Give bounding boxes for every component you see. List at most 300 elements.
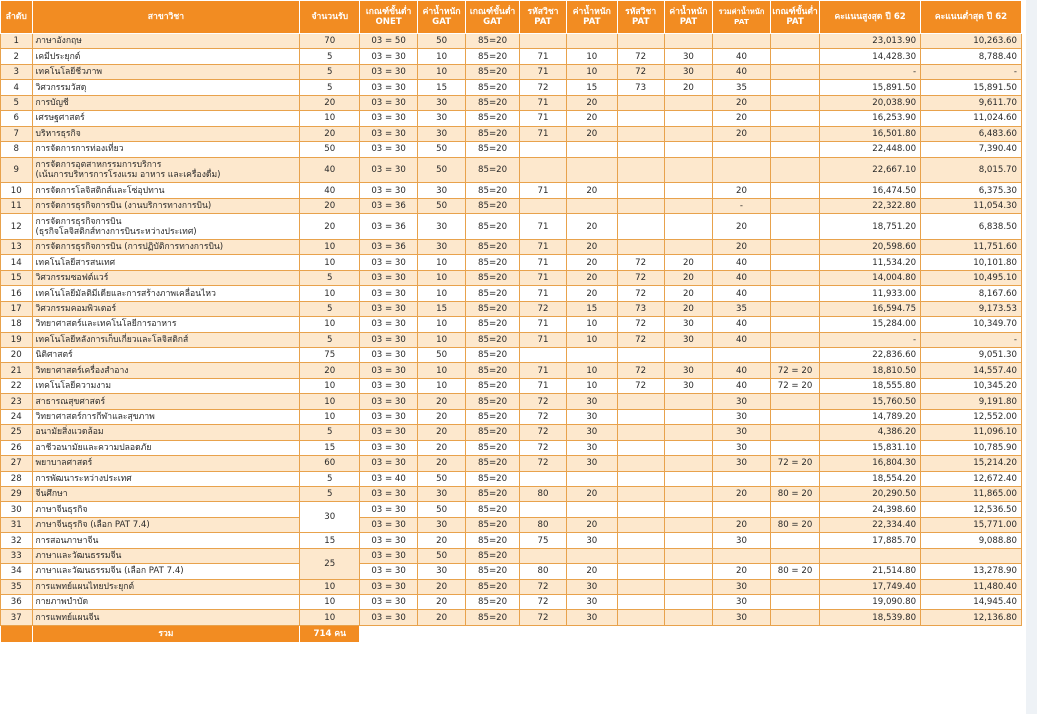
pat2-code-cell [617,548,664,563]
row-number: 20 [1,348,33,363]
pat1-code-cell: 72 [519,579,566,594]
min-score-62-cell: 8,167.60 [921,286,1022,301]
pat1-weight-cell [567,348,617,363]
pat1-code-cell: 71 [519,255,566,270]
row-number: 15 [1,270,33,285]
min-score-62-cell: 11,024.60 [921,111,1022,126]
table-row [1,610,1022,625]
major-name: อนามัยสิ่งแวดล้อม [32,425,300,440]
seats-cell: 10 [300,111,360,126]
max-score-62-cell: 15,284.00 [820,317,921,332]
header-pat2-code-l1: รหัสวิชา [625,6,657,17]
header-pat1-code-l2: PAT [534,17,552,27]
min-score-62-cell: 15,214.20 [921,456,1022,471]
pat2-code-cell [617,239,664,254]
pat2-code-cell [617,409,664,424]
gat-min-cell: 85=20 [466,502,520,517]
pat-sum-cell: 40 [713,255,771,270]
max-score-62-cell: 22,836.60 [820,348,921,363]
pat1-weight-cell: 30 [567,533,617,548]
max-score-62-cell: 14,004.80 [820,270,921,285]
gat-weight-cell: 50 [417,198,465,213]
gat-min-cell: 85=20 [466,95,520,110]
header-onet-min [360,1,418,34]
table-row [1,111,1022,126]
pat2-weight-cell [664,214,712,240]
pat-sum-cell: 20 [713,239,771,254]
major-name: จีนศึกษา [32,486,300,501]
pat2-weight-cell [664,348,712,363]
pat-sum-cell: 40 [713,317,771,332]
pat1-code-cell: 80 [519,564,566,579]
onet-min-cell: 03 = 30 [360,440,418,455]
seats-cell: 15 [300,440,360,455]
major-name: พยาบาลศาสตร์ [32,456,300,471]
max-score-62-cell: 15,760.50 [820,394,921,409]
gat-min-cell: 85=20 [466,595,520,610]
pat-min-cell [770,286,819,301]
pat1-weight-cell: 20 [567,95,617,110]
header-gat-weight-l2: GAT [432,17,452,27]
major-name: วิทยาศาสตร์และเทคโนโลยีการอาหาร [32,317,300,332]
onet-min-cell: 03 = 30 [360,533,418,548]
pat-min-cell [770,111,819,126]
pat2-code-cell [617,533,664,548]
pat1-code-cell: 71 [519,239,566,254]
pat-sum-cell: - [713,198,771,213]
pat1-code-cell [519,157,566,183]
header-max-62: คะแนนสูงสุด ปี 62 [820,1,921,34]
gat-min-cell: 85=20 [466,198,520,213]
gat-weight-cell: 20 [417,440,465,455]
pat2-code-cell [617,157,664,183]
header-pat1-weight [567,1,617,34]
gat-weight-cell: 30 [417,126,465,141]
seats-cell: 5 [300,270,360,285]
onet-min-cell: 03 = 30 [360,95,418,110]
max-score-62-cell: 17,885.70 [820,533,921,548]
onet-min-cell: 03 = 30 [360,378,418,393]
row-number: 30 [1,502,33,517]
pat1-code-cell: 72 [519,80,566,95]
pat-min-cell [770,579,819,594]
gat-min-cell: 85=20 [466,378,520,393]
onet-min-cell: 03 = 30 [360,517,418,532]
pat2-weight-cell [664,157,712,183]
gat-min-cell: 85=20 [466,157,520,183]
pat2-code-cell [617,595,664,610]
header-major: สาขาวิชา [32,1,300,34]
major-name: ภาษาและวัฒนธรรมจีน [32,548,300,563]
pat1-code-cell [519,471,566,486]
header-pat1-code [519,1,566,34]
seats-cell: 5 [300,425,360,440]
header-pat2-weight-l2: PAT [679,17,698,27]
min-score-62-cell: 6,375.30 [921,183,1022,198]
seats-cell: 60 [300,456,360,471]
header-pat2-weight [664,1,712,34]
pat2-code-cell: 72 [617,317,664,332]
pat2-weight-cell [664,111,712,126]
gat-min-cell: 85=20 [466,34,520,49]
major-name: เศรษฐศาสตร์ [32,111,300,126]
pat2-code-cell [617,517,664,532]
seats-cell: 5 [300,301,360,316]
pat-sum-cell: 40 [713,64,771,79]
seats-cell: 5 [300,486,360,501]
gat-min-cell: 85=20 [466,183,520,198]
seats-cell: 25 [300,548,360,579]
pat1-code-cell: 72 [519,456,566,471]
table-row [1,214,1022,240]
pat2-code-cell [617,579,664,594]
pat1-weight-cell: 15 [567,80,617,95]
major-name: การจัดการโลจิสติกส์และโซ่อุปทาน [32,183,300,198]
pat-sum-cell: 40 [713,270,771,285]
pat2-code-cell: 73 [617,301,664,316]
seats-cell: 10 [300,378,360,393]
total-value: 714 คน [300,625,360,642]
gat-weight-cell: 50 [417,142,465,157]
pat2-weight-cell: 30 [664,332,712,347]
gat-min-cell: 85=20 [466,456,520,471]
table-row [1,502,1022,517]
table-row [1,332,1022,347]
table-header-row [1,1,1022,34]
pat1-code-cell: 71 [519,286,566,301]
table-row [1,34,1022,49]
major-name: ภาษาและวัฒนธรรมจีน (เลือก PAT 7.4) [32,564,300,579]
max-score-62-cell: 20,290.50 [820,486,921,501]
max-score-62-cell: 18,751.20 [820,214,921,240]
pat-sum-cell: 20 [713,564,771,579]
pat1-code-cell [519,142,566,157]
seats-cell: 10 [300,579,360,594]
max-score-62-cell: 18,554.20 [820,471,921,486]
table-row [1,348,1022,363]
pat1-code-cell: 72 [519,595,566,610]
pat1-weight-cell: 30 [567,579,617,594]
gat-weight-cell: 50 [417,34,465,49]
min-score-62-cell: 9,173.53 [921,301,1022,316]
pat-min-cell [770,471,819,486]
seats-cell: 5 [300,64,360,79]
pat1-weight-cell: 20 [567,183,617,198]
max-score-62-cell: 16,594.75 [820,301,921,316]
pat2-weight-cell: 30 [664,49,712,64]
pat1-code-cell: 72 [519,610,566,625]
pat2-weight-cell [664,142,712,157]
gat-min-cell: 85=20 [466,286,520,301]
onet-min-cell: 03 = 30 [360,49,418,64]
pat-min-cell: 72 = 20 [770,456,819,471]
row-number: 9 [1,157,33,183]
row-number: 18 [1,317,33,332]
min-score-62-cell: 11,751.60 [921,239,1022,254]
pat2-weight-cell [664,471,712,486]
max-score-62-cell: 18,555.80 [820,378,921,393]
seats-cell: 20 [300,198,360,213]
max-score-62-cell: 18,539.80 [820,610,921,625]
onet-min-cell: 03 = 30 [360,332,418,347]
pat1-weight-cell: 30 [567,394,617,409]
gat-min-cell: 85=20 [466,64,520,79]
pat1-code-cell: 72 [519,409,566,424]
pat-min-cell [770,80,819,95]
pat2-code-cell [617,183,664,198]
table-row [1,64,1022,79]
pat-sum-cell: 35 [713,301,771,316]
gat-weight-cell: 30 [417,239,465,254]
total-row [1,625,1022,642]
min-score-62-cell [921,548,1022,563]
pat1-weight-cell: 10 [567,64,617,79]
pat1-weight-cell: 10 [567,363,617,378]
major-name: การสอนภาษาจีน [32,533,300,548]
max-score-62-cell: 14,789.20 [820,409,921,424]
pat1-code-cell [519,348,566,363]
pat1-weight-cell [567,142,617,157]
table-row [1,456,1022,471]
gat-min-cell: 85=20 [466,111,520,126]
row-number: 25 [1,425,33,440]
onet-min-cell: 03 = 30 [360,286,418,301]
max-score-62-cell: 22,334.40 [820,517,921,532]
table-body [1,34,1022,626]
seats-cell: 40 [300,183,360,198]
pat1-weight-cell [567,157,617,183]
pat-sum-cell [713,548,771,563]
major-name: การแพทย์แผนจีน [32,610,300,625]
pat2-weight-cell [664,394,712,409]
max-score-62-cell: 24,398.60 [820,502,921,517]
table-row [1,126,1022,141]
pat1-weight-cell: 20 [567,214,617,240]
pat1-weight-cell: 10 [567,378,617,393]
gat-min-cell: 85=20 [466,142,520,157]
row-number: 19 [1,332,33,347]
gat-weight-cell: 10 [417,317,465,332]
pat1-weight-cell: 30 [567,425,617,440]
pat-sum-cell: 20 [713,214,771,240]
pat-sum-cell: 20 [713,486,771,501]
pat-sum-cell: 30 [713,440,771,455]
onet-min-cell: 03 = 36 [360,198,418,213]
pat-min-cell: 80 = 20 [770,517,819,532]
pat1-weight-cell: 30 [567,610,617,625]
pat1-code-cell: 72 [519,394,566,409]
gat-weight-cell: 50 [417,471,465,486]
pat-min-cell: 80 = 20 [770,486,819,501]
header-pat1-weight-l2: PAT [583,17,601,27]
table-row [1,394,1022,409]
row-number: 8 [1,142,33,157]
pat2-weight-cell: 20 [664,80,712,95]
gat-min-cell: 85=20 [466,239,520,254]
major-name: นิติศาสตร์ [32,348,300,363]
gat-min-cell: 85=20 [466,579,520,594]
onet-min-cell: 03 = 30 [360,348,418,363]
min-score-62-cell: 12,536.50 [921,502,1022,517]
min-score-62-cell: 12,136.80 [921,610,1022,625]
pat-sum-cell: 30 [713,394,771,409]
gat-min-cell: 85=20 [466,409,520,424]
max-score-62-cell: 16,253.90 [820,111,921,126]
gat-weight-cell: 20 [417,456,465,471]
gat-min-cell: 85=20 [466,317,520,332]
onet-min-cell: 03 = 30 [360,80,418,95]
onet-min-cell: 03 = 30 [360,255,418,270]
min-score-62-cell: 11,096.10 [921,425,1022,440]
min-score-62-cell: 9,191.80 [921,394,1022,409]
seats-cell: 15 [300,533,360,548]
row-number: 28 [1,471,33,486]
pat2-code-cell [617,425,664,440]
pat-sum-cell: 20 [713,126,771,141]
pat1-weight-cell: 30 [567,595,617,610]
pat1-weight-cell: 10 [567,317,617,332]
max-score-62-cell: 22,667.10 [820,157,921,183]
seats-cell: 10 [300,409,360,424]
table-row [1,157,1022,183]
pat2-weight-cell [664,486,712,501]
pat-sum-cell: 20 [713,517,771,532]
table-row [1,440,1022,455]
gat-min-cell: 85=20 [466,425,520,440]
pat1-weight-cell: 10 [567,332,617,347]
pat-min-cell [770,64,819,79]
row-number: 27 [1,456,33,471]
max-score-62-cell: - [820,64,921,79]
pat2-code-cell [617,456,664,471]
onet-min-cell: 03 = 30 [360,183,418,198]
min-score-62-cell: 15,771.00 [921,517,1022,532]
pat2-code-cell [617,610,664,625]
pat1-weight-cell: 20 [567,564,617,579]
major-name: อาชีวอนามัยและความปลอดภัย [32,440,300,455]
min-score-62-cell: 10,349.70 [921,317,1022,332]
pat-min-cell [770,183,819,198]
row-number: 26 [1,440,33,455]
major-name: บริหารธุรกิจ [32,126,300,141]
major-name: การจัดการธุรกิจการบิน (งานบริการทางการบิน) [32,198,300,213]
pat1-weight-cell [567,548,617,563]
max-score-62-cell: 19,090.80 [820,595,921,610]
pat2-weight-cell [664,409,712,424]
major-name: วิศวกรรมคอมพิวเตอร์ [32,301,300,316]
pat2-weight-cell [664,183,712,198]
pat-min-cell: 72 = 20 [770,363,819,378]
max-score-62-cell: - [820,332,921,347]
gat-min-cell: 85=20 [466,255,520,270]
gat-weight-cell: 30 [417,214,465,240]
pat-min-cell [770,332,819,347]
seats-cell: 10 [300,317,360,332]
row-number: 3 [1,64,33,79]
row-number: 14 [1,255,33,270]
major-name: ภาษาจีนธุรกิจ (เลือก PAT 7.4) [32,517,300,532]
table-row [1,80,1022,95]
gat-weight-cell: 10 [417,378,465,393]
max-score-62-cell: 23,013.90 [820,34,921,49]
pat-sum-cell: 40 [713,286,771,301]
pat2-code-cell [617,394,664,409]
table-row [1,239,1022,254]
major-name: การจัดการธุรกิจการบิน (การปฏิบัติการทางการบิน) [32,239,300,254]
pat2-code-cell [617,502,664,517]
pat2-code-cell: 72 [617,286,664,301]
pat-min-cell [770,255,819,270]
pat1-code-cell: 71 [519,270,566,285]
header-no: ลำดับ [1,1,33,34]
pat-sum-cell: 40 [713,332,771,347]
gat-weight-cell: 50 [417,157,465,183]
seats-cell: 40 [300,157,360,183]
pat2-weight-cell: 20 [664,255,712,270]
min-score-62-cell: 10,785.90 [921,440,1022,455]
table-row [1,486,1022,501]
pat2-weight-cell [664,425,712,440]
table-row [1,286,1022,301]
pat1-weight-cell [567,34,617,49]
pat-min-cell [770,157,819,183]
seats-cell: 30 [300,502,360,533]
pat1-code-cell: 80 [519,486,566,501]
min-score-62-cell: 10,263.60 [921,34,1022,49]
pat2-weight-cell [664,440,712,455]
gat-weight-cell: 10 [417,332,465,347]
pat1-code-cell: 71 [519,378,566,393]
pat-min-cell [770,409,819,424]
onet-min-cell: 03 = 30 [360,270,418,285]
min-score-62-cell: 13,278.90 [921,564,1022,579]
onet-min-cell: 03 = 30 [360,64,418,79]
pat1-code-cell: 71 [519,95,566,110]
max-score-62-cell: 11,933.00 [820,286,921,301]
onet-min-cell: 03 = 36 [360,214,418,240]
row-number: 22 [1,378,33,393]
header-gat-weight [417,1,465,34]
seats-cell: 10 [300,239,360,254]
table-row [1,270,1022,285]
pat-sum-cell [713,157,771,183]
pat-min-cell [770,239,819,254]
min-score-62-cell: 11,865.00 [921,486,1022,501]
min-score-62-cell: 14,557.40 [921,363,1022,378]
pat-min-cell [770,548,819,563]
gat-min-cell: 85=20 [466,126,520,141]
seats-cell: 5 [300,80,360,95]
pat2-weight-cell: 30 [664,317,712,332]
onet-min-cell: 03 = 30 [360,126,418,141]
max-score-62-cell: 22,322.80 [820,198,921,213]
pat1-weight-cell: 30 [567,440,617,455]
pat2-weight-cell [664,533,712,548]
major-name: วิศวกรรมซอฟต์แวร์ [32,270,300,285]
pat-sum-cell: 30 [713,610,771,625]
gat-min-cell: 85=20 [466,610,520,625]
pat1-code-cell: 72 [519,301,566,316]
row-number: 16 [1,286,33,301]
pat-sum-cell: 35 [713,80,771,95]
onet-min-cell: 03 = 30 [360,502,418,517]
pat2-code-cell [617,564,664,579]
pat1-code-cell [519,548,566,563]
header-pat-min-l1: เกณฑ์ขั้นต่ำ [772,6,818,17]
pat-min-cell [770,126,819,141]
header-pat2-code [617,1,664,34]
pat-sum-cell: 20 [713,95,771,110]
